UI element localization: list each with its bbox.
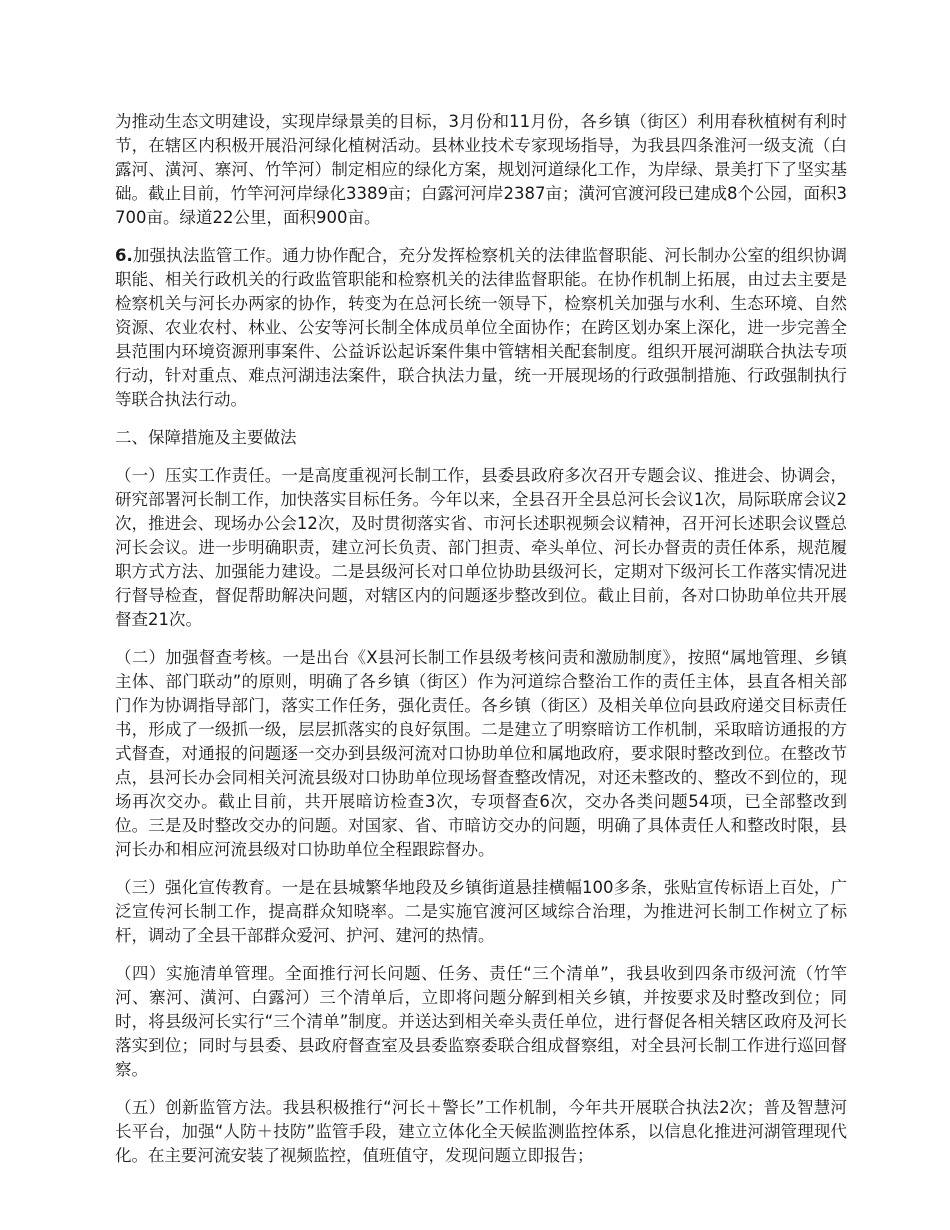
paragraph-law-enforcement-text: 加强执法监管工作。通力协作配合，充分发挥检察机关的法律监督职能、河长制办公室的组织协调职能、相关行政机关的行政监管职能和检察机关的法律监督职能。在协作机制上拓展，由过去主要是检察机关与河长办两家的协作，转变为在总河长统一领导下，检察机关加强与水利、生态环境、自然资源、农业农村、林业、公安等河长制全体成员单位全面协作；在跨区划办案上深化，进一步完善全县范围内环境资源刑事案件、公益诉讼起诉案件集中管辖相关配套制度。组织开展河湖联合执法专项行动，针对重点、难点河湖违法案件，联合执法力量，统一开展现场的行政强制措施、行政强制执行等联合执法行动。 [115,246,847,409]
document-page [115,110,847,1182]
paragraph-responsibility: （一）压实工作责任。一是高度重视河长制工作，县委县政府多次召开专题会议、推进会、协调会，研究部署河长制工作，加快落实目标任务。今年以来，全县召开全县总河长会议1次，局际联席会议2次，推进会、现场办公会12次，及时贯彻落实省、市河长述职视频会议精神，召开河长述职会议暨总河长会议。进一步明确职责，建立河长负责、部门担责、牵头单位、河长办督责的责任体系，规范履职方式方法、加强能力建设。二是县级河长对口单位协助县级河长，定期对下级河长工作落实情况进行督导检查，督促帮助解决问题，对辖区内的问题逐步整改到位。截止目前，各对口协助单位共开展督查21次。 [115,466,847,629]
section-number: 6. [115,246,133,265]
paragraph-list-management: （四）实施清单管理。全面推行河长问题、任务、责任“三个清单”，我县收到四条市级河流（竹竿河、寨河、潢河、白露河）三个清单后，立即将问题分解到相关乡镇，并按要求及时整改到位；同时，将县级河长实行“三个清单”制度。并送达到相关牵头责任单位，进行督促各相关辖区政府及河长落实到位；同时与县委、县政府督查室及县委监察委联合组成督察组，对全县河长制工作进行巡回督察。 [115,964,847,1079]
section-heading-safeguards: 二、保障措施及主要做法 [115,428,297,447]
paragraph-supervision: （二）加强督查考核。一是出台《X县河长制工作县级考核问责和激励制度》，按照“属地管理、乡镇主体、部门联动”的原则，明确了各乡镇（街区）作为河道综合整治工作的责任主体，县直各相关部门作为协调指导部门，落实工作任务，强化责任。各乡镇（街区）及相关单位向县政府递交目标责任书，形成了一级抓一级，层层抓落实的良好氛围。二是建立了明察暗访工作机制，采取暗访通报的方式督查，对通报的问题逐一交办到县级河流对口协助单位和属地政府，要求限时整改到位。在整改节点，县河长办会同相关河流县级对口协助单位现场督查整改情况，对还未整改的、整改不到位的，现场再次交办。截止目前，共开展暗访检查3次，专项督查6次，交办各类问题54项，已全部整改到位。三是及时整改交办的问题。对国家、省、市暗访交办的问题，明确了具体责任人和整改时限，县河长办和相应河流县级对口协助单位全程跟踪督办。 [115,648,847,859]
paragraph-publicity: （三）强化宣传教育。一是在县城繁华地段及乡镇街道悬挂横幅100多条，张贴宣传标语上百处，广泛宣传河长制工作，提高群众知晓率。二是实施官渡河区域综合治理，为推进河长制工作树立了标杆，调动了全县干部群众爱河、护河、建河的热情。 [115,878,847,945]
paragraph-innovation: （五）创新监管方法。我县积极推行“河长＋警长”工作机制，今年共开展联合执法2次；普及智慧河长平台，加强“人防＋技防”监管手段，建立立体化全天候监测监控体系，以信息化推进河湖管理现代化。在主要河流安装了视频监控，值班值守，发现问题立即报告； [115,1098,847,1165]
paragraph-law-enforcement [115,244,847,412]
paragraph-afforestation: 为推动生态文明建设，实现岸绿景美的目标，3月份和11月份，各乡镇（街区）利用春秋植树有利时节，在辖区内积极开展沿河绿化植树活动。县林业技术专家现场指导，为我县四条淮河一级支流（白露河、潢河、寨河、竹竿河）制定相应的绿化方案，规划河道绿化工作，为岸绿、景美打下了坚实基础。截止目前，竹竿河河岸绿化3389亩；白露河河岸2387亩；潢河官渡河段已建成8个公园，面积3700亩。绿道22公里，面积900亩。 [115,112,847,227]
